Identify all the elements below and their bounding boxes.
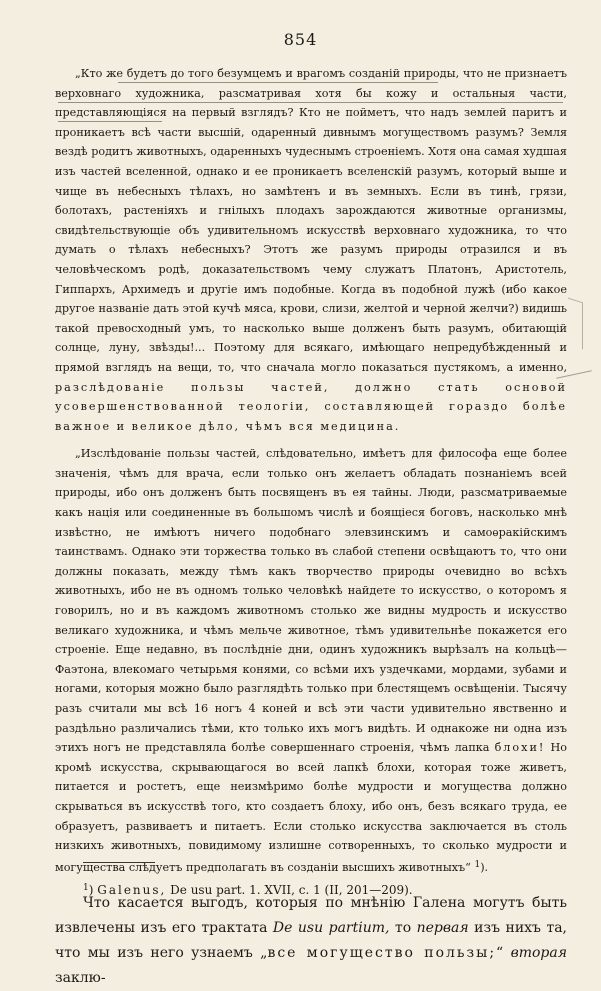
page-number: 854: [283, 30, 318, 49]
main-part-1: Что касается выгодъ, которыя по мнѣнiю Галена могутъ быть извлечены изъ его трактата: [55, 895, 567, 937]
quote-2-end: ).: [480, 860, 489, 874]
quote-2-spaced-word: блохи!: [494, 741, 546, 755]
galen-quote: [55, 64, 567, 877]
pencil-underline-3: [58, 121, 162, 122]
footnote-marker: 1: [83, 883, 89, 893]
main-part-2: то: [389, 920, 417, 937]
footnote-reference: 1: [474, 859, 481, 870]
quote-paragraph-1: [55, 64, 567, 436]
quote-1-spaced-phrase: разслѣдованiе пользы частей, должно стать основой усовершенствованной теологiи, составляющей гораздо болѣе важное и великое дѣло, чѣмъ вся медицина.: [55, 380, 567, 433]
footnote-divider: [83, 862, 155, 863]
quote-2-text: „Изслѣдованiе пользы частей, слѣдовательно, имѣетъ для философа еще более значенiя, чѣмъ для врача, если только онъ желаетъ обладать познанiемъ всей природы, ибо онъ долженъ быть посвященъ въ ея тайны. Люди, разсматриваемые какъ нацiя или соединенные въ большомъ числѣ и боящiеся боговъ, насколько мнѣ извѣстно, не имѣютъ ничего подобнаго элевзинскимъ и самоѳракiйскимъ таинствамъ. Однако эти торжества только въ слабой степени освѣщаютъ то, что они должны показать, между тѣмъ какъ творчество природы очевидно во всѣхъ животныхъ, ибо не въ одномъ только человѣкѣ найдете то искусство, о которомъ я говорилъ, но и въ каждомъ животномъ столько же видны мудрость и искусство великаго художника, и чѣмъ мельче животное, тѣмъ удивительнѣе покажется его строенiе. Еще недавно, въ послѣднiе дни, одинъ художникъ вырѣзалъ на кольцѣ—Фаэтона, влекомаго четырьмя конями, со всѣми ихъ уздечками, мордами, зубами и ногами, которыя можно было разглядѣть только при блестящемъ освѣщенiи. Тысячу разъ считали мы всѣ 16 ногъ 4 коней и всѣ эти части удивительно явственно и раздѣльно различались тѣми, кто только ихъ могъ видѣть. И однакоже ни одна изъ этихъ ногъ не представляла болѣе совершеннаго строенiя, чѣмъ лапка: [55, 447, 567, 755]
margin-pencil-mark: [568, 298, 583, 350]
quote-2-tail: Но кромѣ искусства, скрывающагося во всей лапкѣ блохи, которая тоже живетъ, питается и ростетъ, еще неизмѣримо болѣе мудрости и могущества должно скрываться въ искусствѣ того, кто создаетъ блоху, ибо онъ, безъ всякаго труда, ее образуетъ, развиваетъ и питаетъ. Если столько искусства заключается въ столь низкихъ животныхъ, повидимому излишне сотворенныхъ, то сколько мудрости и могущества слѣдуетъ предполагать въ созданiи высшихъ животныхъ“: [55, 741, 567, 874]
main-part-5: заклю-: [55, 970, 106, 987]
main-spaced-phrase: все могущество пользы;: [267, 945, 497, 962]
pencil-underline-1: [118, 82, 438, 83]
main-part-4: “: [496, 945, 511, 962]
footnote: $^1$) Galenus, De usu part. 1. XVII, c. 1 (II, 201—209).: [83, 883, 413, 897]
quote-1-text: „Кто же будетъ до того безумцемъ и врагомъ созданій природы, что не признаетъ верховнаго художника, разсматривая хотя бы кожу и остальныя части, представляющiяся на первый взглядъ? Кто не пойметъ, что надъ землей паритъ и проникаетъ всѣ части высшiй, одаренный дивнымъ могуществомъ разумъ? Земля вездѣ родитъ животныхъ, одаренныхъ чудеснымъ строенiемъ. Хотя она самая худшая изъ частей вселенной, однако и ее проникаетъ вселенскiй разумъ, который выше и чище въ небесныхъ тѣлахъ, но замѣтенъ и въ земныхъ. Если въ тинѣ, грязи, болотахъ, растенiяхъ и гнiлыхъ плодахъ зарождаются животные организмы, свидѣтельствующiе объ удивительномъ искусствѣ верховнаго художника, то что думать о тѣлахъ небесныхъ? Этотъ же разумъ природы отразился и въ человѣческомъ родѣ, доказательствомъ чему служатъ Платонъ, Аристотель, Гиппархъ, Архимедъ и другiе имъ подобные. Когда въ подобной лужѣ (ибо какое другое названiе дать этой кучѣ мяса, крови, слизи, желтой и черной желчи?) видишь такой превосходный умъ, то насколько выше долженъ быть разумъ, обитающiй солнце, луну, звѣзды!... Поэтому для всякаго, имѣющаго непредубѣжденный и прямой взглядъ на вещи, то, что сначала могло показаться пустякомъ, а именно,: [55, 67, 567, 374]
footnote-author: Galenus,: [97, 883, 167, 897]
footnote-text: De usu part. 1. XVII, c. 1 (II, 201—209).: [166, 883, 413, 897]
second-benefit: вторая: [510, 945, 568, 962]
pencil-underline-2: [58, 102, 563, 103]
quote-paragraph-2: [55, 444, 567, 877]
first-benefit: первая: [416, 920, 469, 937]
treatise-title: De usu partium,: [272, 920, 390, 937]
main-paragraph: [55, 891, 567, 991]
main-part-3: изъ нихъ та, что мы изъ него узнаемъ „: [55, 920, 567, 962]
page-body: [55, 64, 567, 991]
